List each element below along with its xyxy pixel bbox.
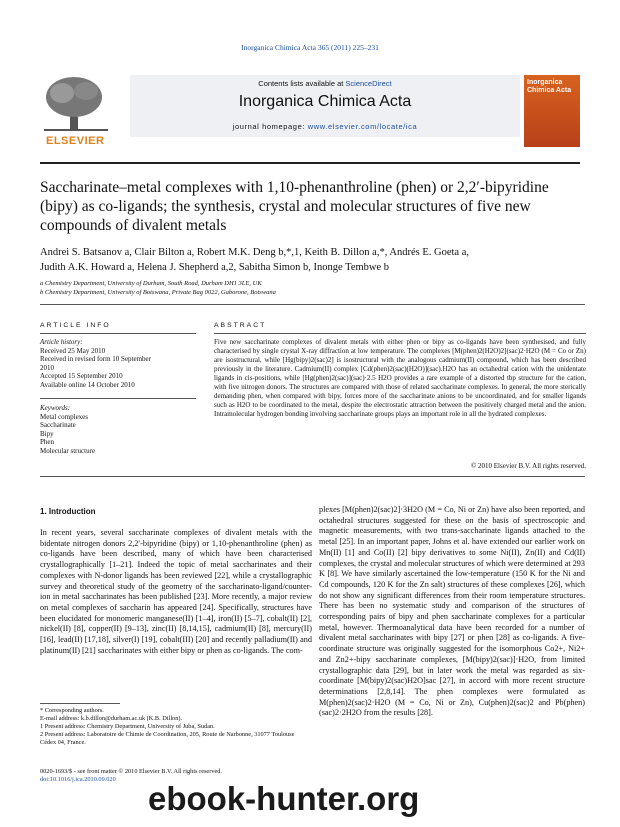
affiliation-a: a Chemistry Department, University of Durham, South Road, Durham DH1 3LE, UK <box>40 280 262 287</box>
footnote-corresponding: * Corresponding authors. <box>40 707 104 714</box>
keyword: Phen <box>40 438 54 447</box>
intro-right-column: plexes [M(phen)2(sac)2]·3H2O (M = Co, Ni or Zn) have also been reported, and octahedral structures suggested for these on the basis of spectroscopic and magnetic measurements, with two trans-saccharinate ligands attached to the metal [25]. In an important paper, Johns et al. have extended our earlier work on Mn(II) [1] and Co(II) [2] bipy derivatives to some Ni(II), Zn(II) and Cd(II) complexes, the crystal and molecular structures of which were determined at 293 K [8]. We have similarly ascertained the low-temperature (150 K for the Ni and Cd compounds, 120 K for the Zn salt) structures of these complexes [26], which do not show any significant differences from their room temperature structures. There has been no systematic study and comparison of the structures of corresponding pairs of bipy and phen saccharinate complexes for a particular metal, however. Thermoanalytical data have been recorded for a number of divalent metal saccharinates with bipy [27] or phen [28] as co-ligands. A five-coordinate structure was originally suggested for the isomorphous Co2+, Ni2+ and Zn2+-bipy saccharinate complexes, [M(bipy)2(sac)]·H2O, from limited crystallographic data [29], but in later work the metal was regarded as six-coordinate [M(bipy)2(sac)H2O]sac [27], in accord with more recent structure determinations [2,8,14]. The phen complexes were formulated as M(phen)2(sac)2·H2O (M = Co, Ni or Zn), Cu(phen)2(sac)2 and Pb(phen)(sac)2·2H2O from the results [28]. <box>319 505 585 718</box>
history-item: 2010 <box>40 363 54 372</box>
article-info-heading: ARTICLE INFO <box>40 322 111 329</box>
footnote-1: 1 Present address: Chemistry Department, University of Juba, Sudan. <box>40 723 215 730</box>
introduction-heading: 1. Introduction <box>40 507 96 516</box>
masthead-center <box>130 75 520 137</box>
elsevier-tree-logo-icon <box>40 75 112 145</box>
intro-left-column: In recent years, several saccharinate complexes of divalent metals with the bidentate nitrogen donors 2,2′-bipyridine (bipy) or 1,10-phenanthroline (phen) as co-ligands have been described, many of which have been characterised crystallographically [1–21]. Indeed the topic of metal saccharinates and their complexes with N-donor ligands has been reviewed [22], while a crystallographic survey and theoretical study of the geometry of the saccharinato-ligand/counter-ion in metal saccharinates has been published [23]. More recently, a major review on metal complexes of saccharin has appeared [24]. Specifically, structures have been elucidated for monomeric manganese(II) [1–4], iron(II) [5–7], cobalt(II) [2], nickel(II) [8], copper(II) [9–13], zinc(II) [8,14,15], cadmium(II) [8], mercury(II) [16], lead(II) [17,18], silver(I) [19], cobalt(III) [20] and recently palladium(II) and platinum(II) [21] saccharinates with either bipy or phen as co-ligands. The com- <box>40 528 312 655</box>
doi-link[interactable]: doi:10.1016/j.ica.2010.09.020 <box>40 776 116 783</box>
issn-line: 0020-1693/$ - see front matter © 2010 Elsevier B.V. All rights reserved. <box>40 768 222 775</box>
affiliation-b: b Chemistry Department, University of Botswana, Private Bag 0022, Gaborone, Botswana <box>40 289 276 296</box>
sciencedirect-link[interactable]: ScienceDirect <box>345 79 392 88</box>
journal-masthead <box>40 75 580 153</box>
footnote-rule <box>40 703 120 704</box>
abstract-text: Five new saccharinate complexes of divalent metals with either phen or bipy as co-ligands have been synthesised, and fully characterised by single crystal X-ray diffraction at low temperature. The complexes [M(phen)2(H2O)2](sac)2·H2O (M = Co or Zn) are isostructural, while [Hg(bipy)2(sac)2] is isostructural with the analogous cadmium(II) compound, which has been described previously in the literature. Cadmium(II) complex [Cd(phen)2(sac)(H2O)](sac).H2O has an octahedral cation with the unidentate ligands in cis-positions, while [Hg(phen)2(sac)](sac)·2.5 H2O provides a rare example of a distorted tbp structure for the cation, with five nitrogen donors. The structures are compared with those of related saccharinate complexes. In general, the more sterically demanding phen, when compared with bipy, forces more of the saccharinate anions to be uncoordinated, and for smaller ligands such as H2O to be coordinated to the metal, despite the electrostatic attraction between the positively charged metal and the anion. Intramolecular hydrogen bonding involving saccharinate groups plays an important role in all the hydrated complexes. <box>214 338 586 418</box>
abstract-heading: ABSTRACT <box>214 322 267 329</box>
abstract-bottom-rule <box>40 476 585 477</box>
keyword: Saccharinate <box>40 421 76 430</box>
contents-prefix: Contents lists available at <box>258 79 346 88</box>
contents-line <box>130 79 520 88</box>
watermark-text: ebook-hunter.org <box>148 780 420 817</box>
journal-reference[interactable]: Inorganica Chimica Acta 365 (2011) 225–231 <box>241 43 379 52</box>
history-item: Accepted 15 September 2010 <box>40 372 123 381</box>
journal-cover-image <box>524 75 580 147</box>
author-list <box>40 245 585 275</box>
authors-line-1: Andrei S. Batsanov a, Clair Bilton a, Robert M.K. Deng b,*,1, Keith B. Dillon a,*, Andrés E. Goeta a, <box>40 247 469 258</box>
history-label: Article history: <box>40 338 83 346</box>
article-info-rule <box>40 333 196 334</box>
keywords-rule <box>40 398 196 399</box>
keyword: Bipy <box>40 429 54 438</box>
history-item: Received in revised form 10 September <box>40 355 151 364</box>
homepage-line <box>130 122 520 131</box>
keywords-block <box>40 404 190 456</box>
keywords-label: Keywords: <box>40 404 71 412</box>
publisher-name: ELSEVIER <box>46 135 105 147</box>
authors-line-2: Judith A.K. Howard a, Helena J. Shepherd a,2, Sabitha Simon b, Inonge Tembwe b <box>40 262 390 273</box>
homepage-prefix: journal homepage: <box>232 122 308 131</box>
affiliation-divider <box>40 304 585 305</box>
history-item: Available online 14 October 2010 <box>40 380 135 389</box>
history-item: Received 25 May 2010 <box>40 346 106 355</box>
article-title: Saccharinate–metal complexes with 1,10-phenanthroline (phen) or 2,2′-bipyridine (bipy) as co-ligands; the synthesis, crystal and molecular structures of five new compounds of divalent metals <box>40 179 549 234</box>
homepage-link[interactable]: www.elsevier.com/locate/ica <box>307 122 418 131</box>
abstract-copyright: © 2010 Elsevier B.V. All rights reserved. <box>470 462 586 470</box>
footnotes <box>40 707 312 747</box>
footnote-email[interactable]: E-mail address: k.b.dillon@durham.ac.uk (K.B. Dillon). <box>40 715 183 722</box>
keyword: Molecular structure <box>40 446 96 455</box>
footnote-2: 2 Present address: Laboratoire de Chimie de Coordination, 205, Route de Narbonne, 31077 Toulouse Cédex 04, France. <box>40 731 295 746</box>
keyword: Metal complexes <box>40 412 89 421</box>
masthead-divider <box>40 162 580 164</box>
cover-title: Inorganica Chimica Acta <box>527 79 572 94</box>
abstract-rule <box>214 333 586 334</box>
article-history <box>40 338 190 390</box>
journal-title: Inorganica Chimica Acta <box>238 93 412 110</box>
